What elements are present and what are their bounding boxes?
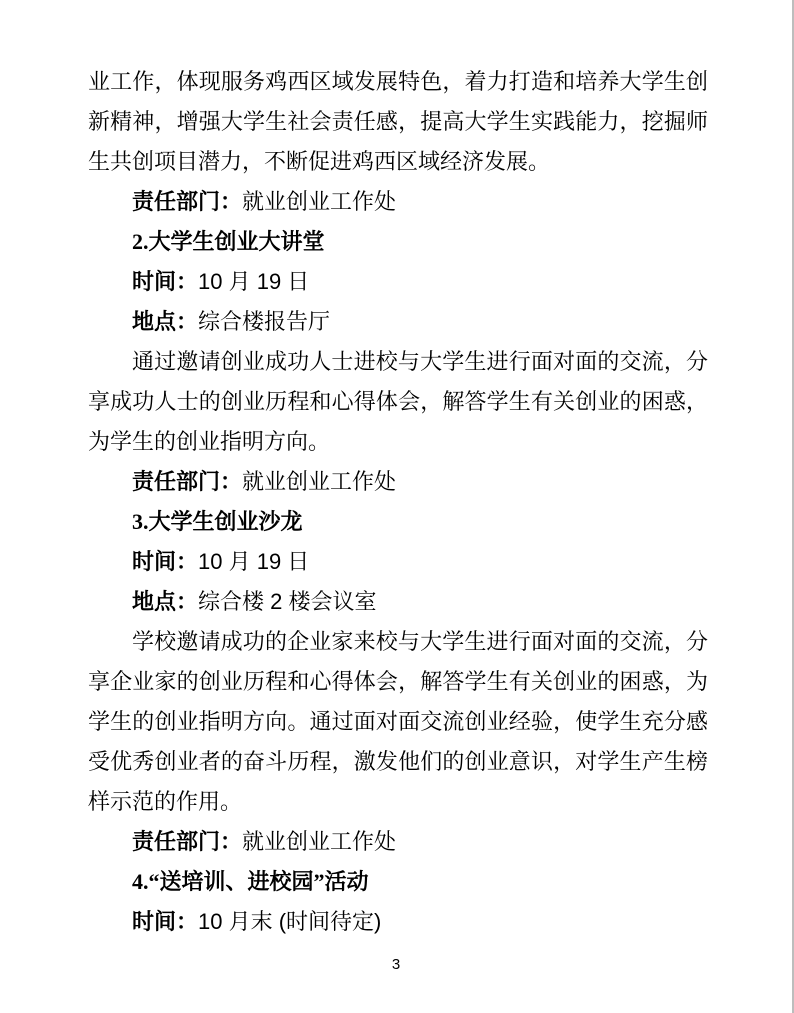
section-heading: 2.大学生创业大讲堂 (132, 229, 325, 254)
field-value: 就业创业工作处 (242, 829, 397, 854)
field-label: 责任部门： (132, 189, 243, 214)
field-line (88, 822, 708, 862)
field-value: 综合楼 2 楼会议室 (198, 589, 377, 614)
field-value: 10 月 19 日 (198, 269, 310, 294)
field-value: 就业创业工作处 (242, 469, 397, 494)
field-line (88, 182, 708, 222)
field-value: 10 月 19 日 (198, 549, 310, 574)
field-line (88, 902, 708, 942)
field-value: 就业创业工作处 (242, 189, 397, 214)
field-label: 地点： (132, 589, 199, 614)
section-heading: 3.大学生创业沙龙 (132, 509, 303, 534)
body-paragraph: 业工作，体现服务鸡西区域发展特色，着力打造和培养大学生创新精神，增强大学生社会责任感，提高大学生实践能力，挖掘师生共创项目潜力，不断促进鸡西区域经济发展。 (88, 69, 708, 174)
body-paragraph: 通过邀请创业成功人士进校与大学生进行面对面的交流，分享成功人士的创业历程和心得体会，解答学生有关创业的困惑，为学生的创业指明方向。 (88, 349, 708, 454)
page-number: 3 (391, 956, 401, 973)
field-label: 地点： (132, 309, 199, 334)
field-label: 时间： (132, 549, 199, 574)
field-value: 综合楼报告厅 (198, 309, 331, 334)
field-label: 时间： (132, 909, 199, 934)
field-line (88, 582, 708, 622)
field-line (88, 542, 708, 582)
field-label: 责任部门： (132, 469, 243, 494)
field-label: 时间： (132, 269, 199, 294)
field-line (88, 462, 708, 502)
field-label: 责任部门： (132, 829, 243, 854)
field-line (88, 262, 708, 302)
field-value: 10 月末 (时间待定) (198, 909, 382, 934)
body-paragraph: 学校邀请成功的企业家来校与大学生进行面对面的交流，分享企业家的创业历程和心得体会，解答学生有关创业的困惑，为学生的创业指明方向。通过面对面交流创业经验，使学生充分感受优秀创业者的奋斗历程，激发他们的创业意识，对学生产生榜样示范的作用。 (88, 629, 708, 814)
section-heading: 4.“送培训、进校园”活动 (132, 869, 369, 894)
field-line (88, 302, 708, 342)
document-body (88, 62, 708, 942)
